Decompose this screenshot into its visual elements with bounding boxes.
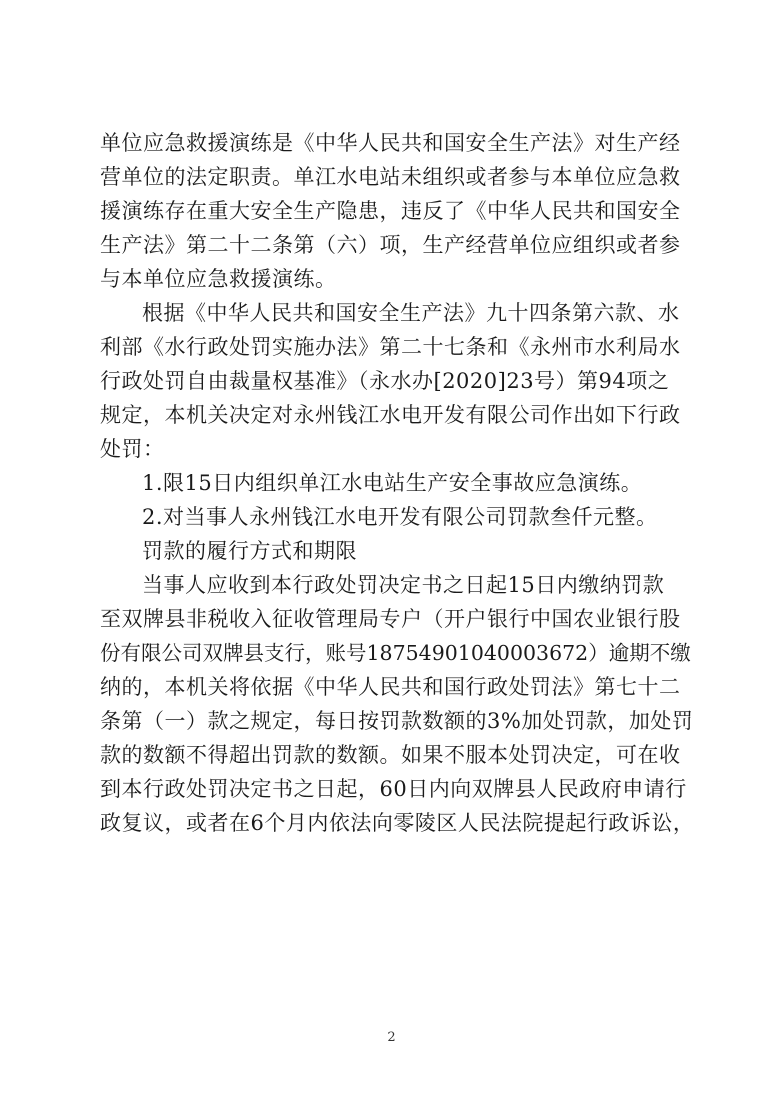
paragraph-start-line: 根据《中华人民共和国安全生产法》九十四条第六款、水 <box>142 301 680 325</box>
text-line: 行政处罚自由裁量权基准》（永水办[2020]23号）第94项之 <box>100 369 670 393</box>
text-line: 生产法》第二十二条第（六）项，生产经营单位应组织或者参 <box>100 233 681 257</box>
penalty-item-2: 2.对当事人永州钱江水电开发有限公司罚款叁仟元整。 <box>142 505 658 529</box>
text-line: 到本行政处罚决定书之日起，60日内向双牌县人民政府申请行 <box>100 777 687 801</box>
page-number: 2 <box>387 1030 396 1045</box>
text-line: 份有限公司双牌县支行，账号18754901040003672）逾期不缴 <box>100 641 691 665</box>
text-line: 援演练存在重大安全生产隐患，违反了《中华人民共和国安全 <box>100 199 681 223</box>
text-line: 规定，本机关决定对永州钱江水电开发有限公司作出如下行政 <box>100 403 681 427</box>
text-line: 单位应急救援演练是《中华人民共和国安全生产法》对生产经 <box>100 131 681 155</box>
text-line: 条第（一）款之规定，每日按罚款数额的3%加处罚款，加处罚 <box>100 709 694 733</box>
paragraph-start-line: 当事人应收到本行政处罚决定书之日起15日内缴纳罚款 <box>142 573 665 597</box>
text-line: 款的数额不得超出罚款的数额。如果不服本处罚决定，可在收 <box>100 743 681 767</box>
text-line: 营单位的法定职责。单江水电站未组织或者参与本单位应急救 <box>100 165 681 189</box>
penalty-item-1: 1.限15日内组织单江水电站生产安全事故应急演练。 <box>142 471 643 495</box>
text-line: 利部《水行政处罚实施办法》第二十七条和《永州市水利局水 <box>100 335 681 359</box>
text-line: 纳的，本机关将依据《中华人民共和国行政处罚法》第七十二 <box>100 675 681 699</box>
text-line: 处罚： <box>100 437 165 461</box>
text-line: 政复议，或者在6个月内依法向零陵区人民法院提起行政诉讼， <box>100 811 695 835</box>
section-heading: 罚款的履行方式和期限 <box>142 539 357 563</box>
text-line: 至双牌县非税收入征收管理局专户（开户银行中国农业银行股 <box>100 607 681 631</box>
text-line: 与本单位应急救援演练。 <box>100 267 337 291</box>
document-body <box>100 126 694 840</box>
